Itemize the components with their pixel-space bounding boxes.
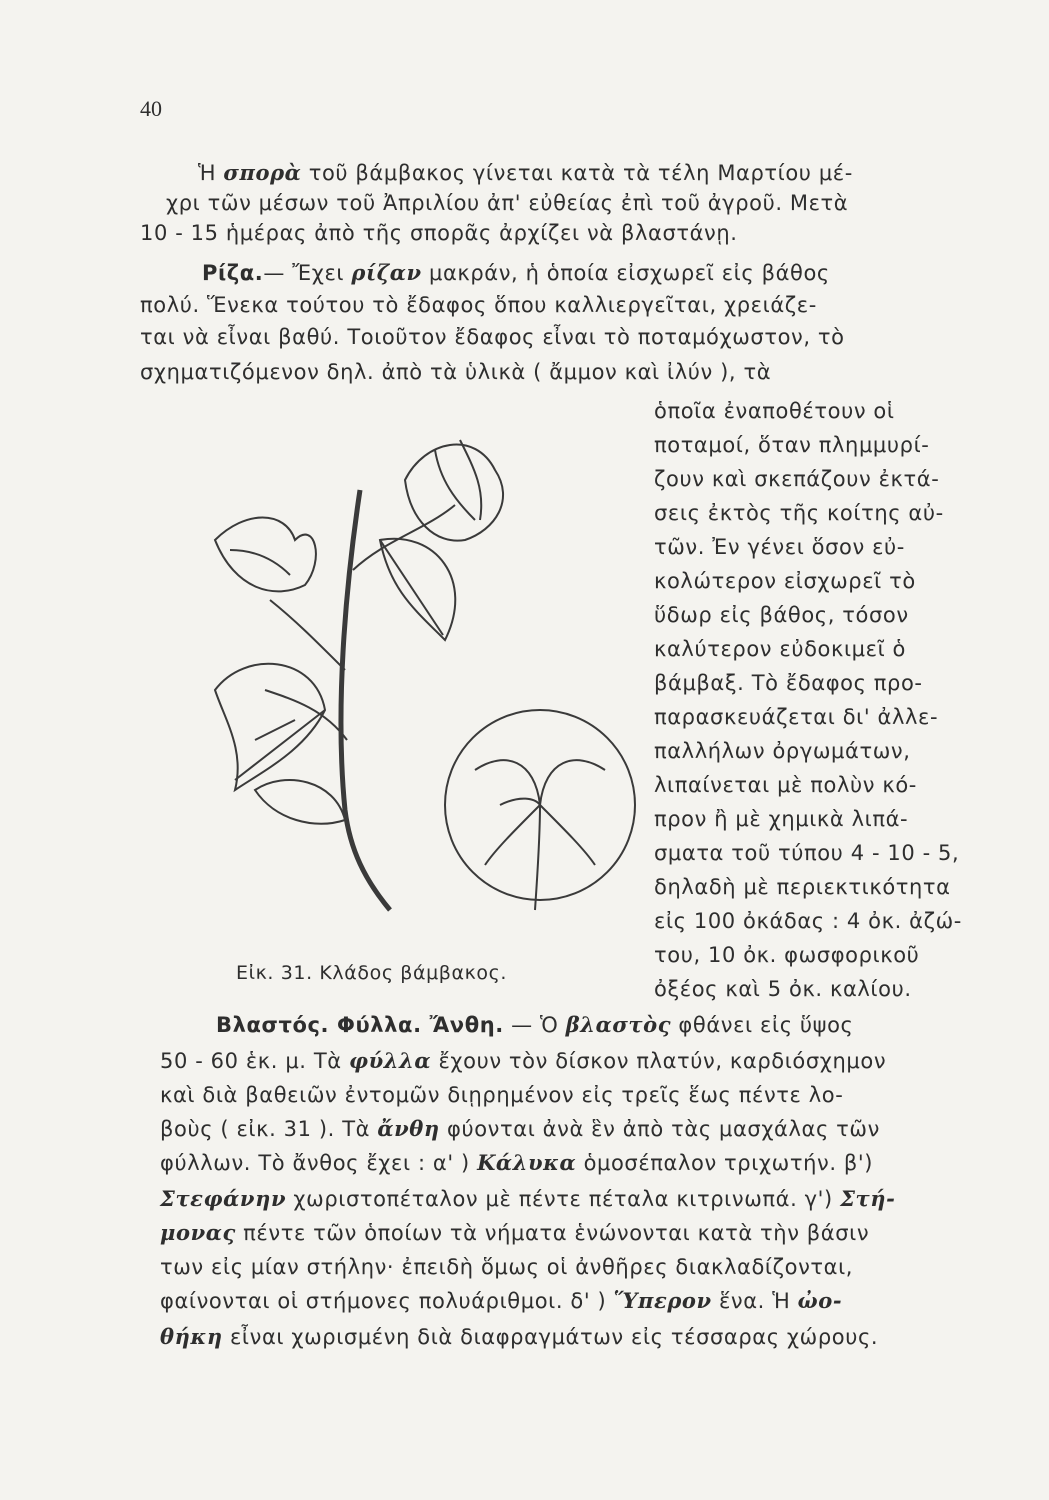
- text-line: [160, 1148, 873, 1178]
- text-run: — Ὁ: [503, 1013, 566, 1037]
- emphasized-term: ὠο-: [797, 1288, 843, 1313]
- text-run: βοὺς ( εἰκ. 31 ). Τὰ: [160, 1117, 378, 1141]
- text-line: [654, 532, 905, 562]
- text-line: [654, 600, 909, 630]
- text-line: [654, 430, 929, 460]
- text-run: προν ἢ μὲ χημικὰ λιπά-: [654, 807, 909, 831]
- text-run: παλλήλων ὀργωμάτων,: [654, 739, 911, 763]
- section-heading: Βλαστός. Φύλλα. Ἄνθη.: [216, 1013, 504, 1037]
- text-line: [654, 736, 911, 766]
- text-run: ποταμοί, ὅταν πλημμυρί-: [654, 433, 930, 457]
- emphasized-term: θήκη: [160, 1324, 223, 1349]
- text-line: [160, 1046, 886, 1076]
- emphasized-term: Κάλυκα: [477, 1150, 577, 1175]
- text-line: [654, 906, 962, 936]
- text-run: φύονται ἀνὰ ἓν ἀπὸ τὰς μασχάλας τῶν: [439, 1117, 880, 1141]
- text-line: [654, 804, 908, 834]
- emphasized-term: σπορὰ: [223, 160, 302, 185]
- page-number: 40: [140, 96, 162, 121]
- text-run: λιπαίνεται μὲ πολὺν κό-: [654, 773, 917, 797]
- text-run: τοῦ βάμβακος γίνεται κατὰ τὰ τέλη Μαρτίου μέ-: [301, 161, 853, 185]
- text-run: πολύ. Ἕνεκα τούτου τὸ ἔδαφος ὅπου καλλιεργεῖται, χρειάζε-: [140, 293, 817, 317]
- text-run: ἕνα. Ἡ: [711, 1289, 798, 1313]
- section-heading: Ρίζα.: [202, 261, 264, 285]
- text-line: [160, 1184, 895, 1214]
- text-line: [654, 498, 944, 528]
- text-line: [160, 1286, 842, 1316]
- text-line: [654, 464, 939, 494]
- emphasized-term: Ὕπερον: [613, 1288, 712, 1313]
- text-run: φθάνει εἰς ὕψος: [671, 1013, 854, 1037]
- text-run: τῶν. Ἐν γένει ὅσον εὐ-: [654, 535, 905, 559]
- text-run: ται νὰ εἶναι βαθύ. Τοιοῦτον ἔδαφος εἶναι τὸ ποταμόχωστον, τὸ: [140, 325, 845, 349]
- text-run: σεις ἐκτὸς τῆς κοίτης αὐ-: [654, 501, 944, 525]
- emphasized-term: Στή-: [840, 1186, 896, 1211]
- text-run: χρι τῶν μέσων τοῦ Ἀπριλίου ἀπ' εὐθείας ἐπὶ τοῦ ἀγροῦ. Μετὰ: [166, 191, 849, 215]
- emphasized-term: μονας: [160, 1220, 236, 1245]
- text-run: μακράν, ἡ ὁποία εἰσχωρεῖ εἰς βάθος: [421, 261, 830, 285]
- text-run: ὕδωρ εἰς βάθος, τόσον: [654, 603, 909, 627]
- text-run: παρασκευάζεται δι' ἀλλε-: [654, 705, 939, 729]
- text-run: σματα τοῦ τύπου 4 - 10 - 5,: [654, 841, 960, 865]
- text-line: [654, 770, 917, 800]
- text-run: δηλαδὴ μὲ περιεκτικότητα: [654, 875, 951, 899]
- text-line: [140, 322, 845, 352]
- emphasized-term: ρίζαν: [351, 260, 422, 285]
- text-line: [140, 290, 817, 320]
- text-line: [160, 1080, 843, 1110]
- text-run: — Ἔχει: [263, 261, 352, 285]
- text-run: 10 - 15 ἡμέρας ἀπὸ τῆς σπορᾶς ἀρχίζει νὰ βλαστάνῃ.: [140, 221, 738, 245]
- text-run: ζουν καὶ σκεπάζουν ἐκτά-: [654, 467, 940, 491]
- text-line: [140, 218, 738, 248]
- text-line: [654, 974, 912, 1004]
- text-run: εἰς 100 ὀκάδας : 4 ὀκ. ἀζώ-: [654, 909, 962, 933]
- text-line: [160, 1218, 869, 1248]
- emphasized-term: ἄνθη: [377, 1116, 440, 1141]
- text-run: ὀξέος καὶ 5 ὀκ. καλίου.: [654, 977, 912, 1001]
- cotton-branch-illustration: [175, 410, 645, 950]
- text-run: 50 - 60 ἑκ. μ. Τὰ: [160, 1049, 349, 1073]
- text-line: [654, 668, 923, 698]
- text-line: [654, 702, 938, 732]
- text-line: [216, 1010, 853, 1040]
- text-line: [654, 634, 906, 664]
- text-run: σχηματιζόμενον δηλ. ἀπὸ τὰ ὑλικὰ ( ἄμμον καὶ ἰλύν ), τὰ: [140, 360, 772, 384]
- text-run: καλύτερον εὐδοκιμεῖ ὁ: [654, 637, 906, 661]
- emphasized-term: βλαστὸς: [565, 1012, 672, 1037]
- figure-caption: Εἰκ. 31. Κλάδος βάμβακος.: [236, 962, 508, 984]
- text-run: εἶναι χωρισμένη διὰ διαφραγμάτων εἰς τέσσαρας χώρους.: [222, 1325, 879, 1349]
- text-line: [198, 158, 853, 188]
- text-run: χωριστοπέταλον μὲ πέντε πέταλα κιτρινωπά. γ'): [286, 1187, 841, 1211]
- text-run: Ἡ: [198, 161, 224, 185]
- text-line: [140, 357, 771, 387]
- text-run: ὁποῖα ἐναποθέτουν οἱ: [654, 399, 895, 423]
- text-run: ὁμοσέπαλον τριχωτήν. β'): [576, 1151, 874, 1175]
- text-line: [654, 838, 959, 868]
- text-run: των εἰς μίαν στήλην· ἐπειδὴ ὅμως οἱ ἀνθῆρες διακλαδίζονται,: [160, 1255, 854, 1279]
- text-run: φαίνονται οἱ στήμονες πολυάριθμοι. δ' ): [160, 1289, 614, 1313]
- text-line: [654, 872, 951, 902]
- text-line: [654, 566, 916, 596]
- text-run: του, 10 ὀκ. φωσφορικοῦ: [654, 943, 920, 967]
- text-run: καὶ διὰ βαθειῶν ἐντομῶν διῃρημένον εἰς τρεῖς ἕως πέντε λο-: [160, 1083, 844, 1107]
- text-run: κολώτερον εἰσχωρεῖ τὸ: [654, 569, 916, 593]
- text-line: [202, 258, 830, 288]
- emphasized-term: φύλλα: [348, 1048, 432, 1073]
- text-run: ἔχουν τὸν δίσκον πλατύν, καρδιόσχημον: [431, 1049, 887, 1073]
- text-line: [166, 188, 848, 218]
- text-line: [160, 1114, 880, 1144]
- text-line: [654, 940, 919, 970]
- text-line: [654, 396, 895, 426]
- text-run: βάμβαξ. Τὸ ἔδαφος προ-: [654, 671, 923, 695]
- emphasized-term: Στεφάνην: [160, 1186, 287, 1211]
- text-line: [160, 1252, 853, 1282]
- text-line: [160, 1322, 878, 1352]
- text-run: πέντε τῶν ὁποίων τὰ νήματα ἑνώνονται κατὰ τὴν βάσιν: [235, 1221, 870, 1245]
- text-run: φύλλων. Τὸ ἄνθος ἔχει : α' ): [160, 1151, 478, 1175]
